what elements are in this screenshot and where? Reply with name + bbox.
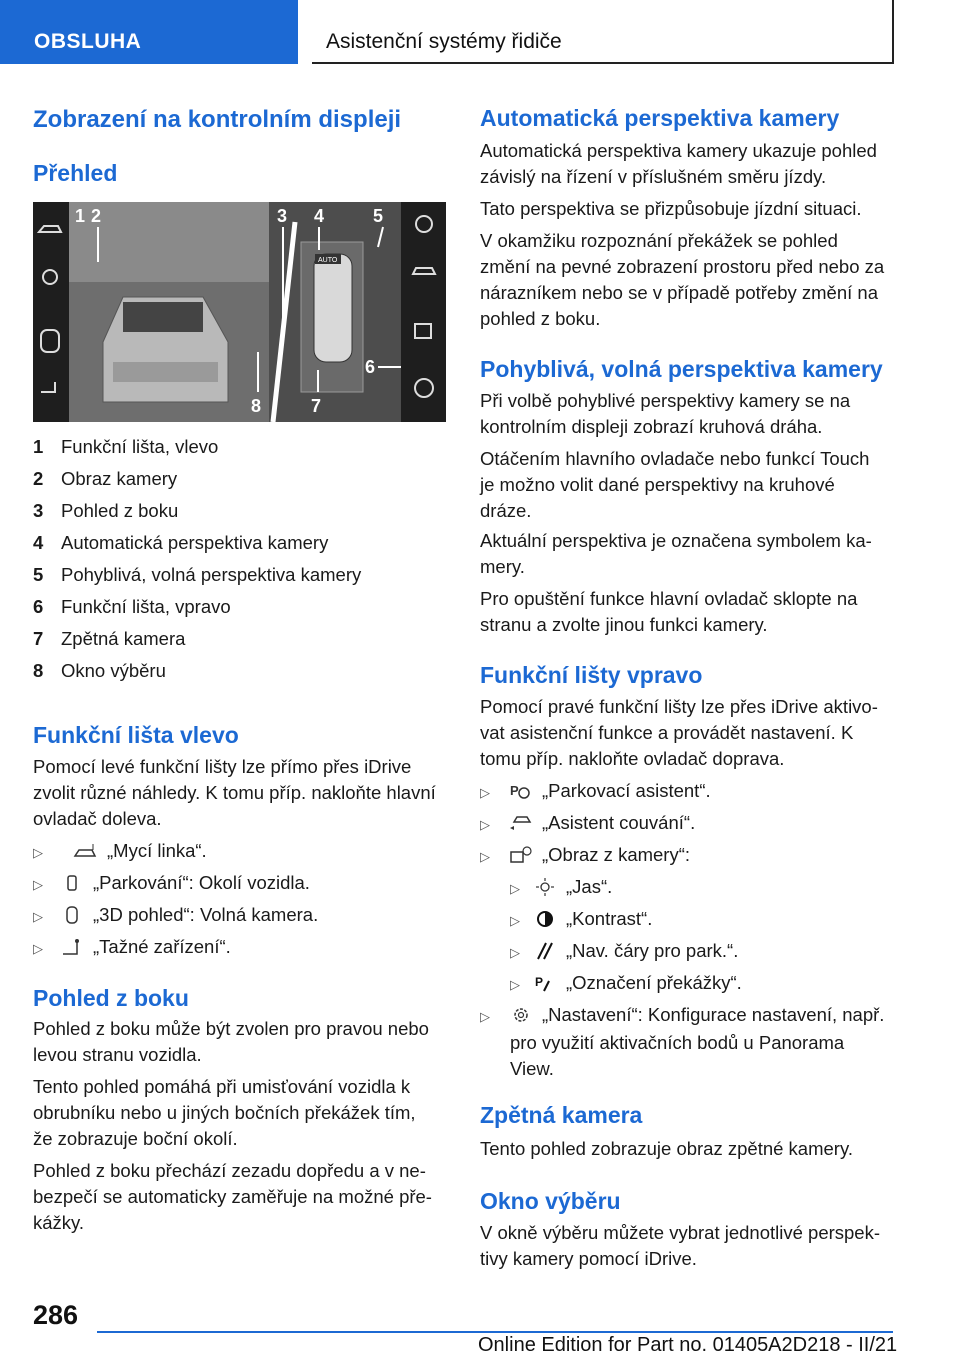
callout-2: 2: [91, 206, 102, 226]
list-item: ▷ „3D pohled“: Volná kamera.: [33, 904, 319, 925]
callout-7: 7: [311, 396, 322, 416]
auto-p2: Tato perspektiva se přizpůsobuje jízdní situaci.: [480, 198, 862, 219]
auto-badge: AUTO: [318, 257, 338, 264]
camera-display-figure: [33, 202, 446, 422]
callout-5: 5: [373, 206, 384, 226]
trailer-hitch-icon: [59, 938, 85, 956]
free-p3: Aktuální perspektiva je označena symbolem ka- mery.: [480, 530, 872, 577]
list-item: ▷ „Nav. čáry pro park.“.: [510, 940, 739, 961]
right-bar-text: Pomocí pravé funkční lišty lze přes iDrive aktivo- vat asistenční funkce a provádět nastavení. K tomu příp. nakloňte ovladač doprava.: [480, 696, 878, 769]
legend-item: 1 Funkční lišta, vlevo: [33, 436, 219, 457]
left-bar-text: Pomocí levé funkční lišty lze přímo přes iDrive zvolit různé náhledy. K tomu příp. nakloňte hlavní ovladač doleva.: [33, 756, 436, 829]
list-item: ▷ „Nastavení“: Konfigurace nastavení, např. pro využití aktivačních bodů u Panorama View.: [480, 1004, 885, 1079]
page-number: 286: [33, 1300, 79, 1330]
section-label: OBSLUHA: [34, 30, 142, 53]
car-wash-icon: [73, 842, 99, 860]
list-item: ▷ „Mycí linka“.: [33, 840, 207, 861]
list-item: ▷ „Tažné zařízení“.: [33, 936, 231, 957]
callout-3: 3: [277, 206, 288, 226]
list-item: ▷ „Kontrast“.: [510, 908, 653, 929]
rear-camera-text: Tento pohled zobrazuje obraz zpětné kamery.: [480, 1138, 853, 1159]
svg-text:P: P: [535, 975, 544, 989]
list-item: ▷ P „Parkovací asistent“.: [480, 780, 711, 801]
free-p4: Pro opuštění funkce hlavní ovladač sklopte na stranu a zvolte jinou funkci kamery.: [480, 588, 858, 635]
chapter-tab: [312, 0, 894, 64]
section-tab: [0, 0, 298, 64]
selection-window-heading: Okno výběru: [480, 1188, 621, 1214]
selection-window-text: V okně výběru můžete vybrat jednotlivé perspek- tivy kamery pomocí iDrive.: [480, 1222, 881, 1269]
callout-8: 8: [251, 396, 262, 416]
left-bar-heading: Funkční lišta vlevo: [33, 722, 239, 748]
brightness-icon: [532, 878, 558, 896]
list-item: ▷ „Jas“.: [510, 876, 613, 897]
callout-1: 1: [75, 206, 86, 226]
chapter-label: Asistenční systémy řidiče: [326, 30, 562, 53]
free-p1: Při volbě pohyblivé perspektivy kamery se na kontrolním displeji zobrazí kruhová dráha.: [480, 390, 851, 437]
side-view-p2: Tento pohled pomáhá při umisťování vozidla k obrubníku nebo u jiných bočních překážek tím, že zobrazuje boční okolí.: [33, 1076, 416, 1149]
edition-info: Online Edition for Part no. 01405A2D218 - II/21: [478, 1334, 898, 1356]
3d-view-icon: [59, 906, 85, 924]
list-item: ▷ „Obraz z kamery“:: [480, 844, 691, 865]
legend-item: 2 Obraz kamery: [33, 468, 178, 489]
settings-gear-icon: [508, 1006, 534, 1024]
auto-p3: V okamžiku rozpoznání překážek se pohled změní na pevné zobrazení prostoru před nebo za nárazníkem nebo se v případě potřeby změní na pohled z boku.: [480, 230, 885, 329]
page-title: Zobrazení na kontrolním displeji: [33, 106, 402, 133]
obstacle-marking-icon: [532, 974, 558, 992]
parking-assistant-icon: [508, 782, 534, 800]
legend-item: 8 Okno výběru: [33, 660, 166, 681]
list-item: ▷ „Parkování“: Okolí vozidla.: [33, 872, 310, 893]
side-view-heading: Pohled z boku: [33, 985, 189, 1011]
free-perspective-heading: Pohyblivá, volná perspektiva kamery: [480, 356, 883, 382]
camera-display-illustration: [33, 202, 446, 422]
camera-image-icon: [508, 846, 534, 864]
contrast-icon: [532, 910, 558, 928]
callout-6: 6: [365, 357, 376, 377]
reversing-assistant-icon: [508, 814, 534, 832]
list-item: ▷ „Asistent couvání“.: [480, 812, 696, 833]
free-p2: Otáčením hlavního ovladače nebo funkcí Touch je možno volit dané perspektivy na kruhové dráze.: [480, 448, 870, 521]
legend-item: 7 Zpětná kamera: [33, 628, 186, 649]
legend-item: 6 Funkční lišta, vpravo: [33, 596, 231, 617]
footer-rule: [97, 1331, 893, 1333]
side-view-p1: Pohled z boku může být zvolen pro pravou nebo levou stranu vozidla.: [33, 1018, 429, 1065]
right-bar-heading: Funkční lišty vpravo: [480, 662, 703, 688]
parking-lines-icon: [532, 942, 558, 960]
list-item: ▷ P „Označení překážky“.: [510, 972, 742, 993]
rear-camera-heading: Zpětná kamera: [480, 1102, 643, 1128]
auto-perspective-heading: Automatická perspektiva kamery: [480, 105, 840, 131]
legend-item: 3 Pohled z boku: [33, 500, 179, 521]
overview-heading: Přehled: [33, 160, 118, 186]
svg-text:P: P: [510, 783, 519, 798]
side-view-p3: Pohled z boku přechází zezadu dopředu a v ne- bezpečí se automaticky zaměřuje na možné pře- kážky.: [33, 1160, 432, 1233]
callout-4: 4: [314, 206, 325, 226]
parking-surround-icon: [59, 874, 85, 892]
auto-p1: Automatická perspektiva kamery ukazuje pohled závislý na řízení v příslušném směru jízdy.: [480, 140, 877, 187]
legend-item: 4 Automatická perspektiva kamery: [33, 532, 329, 553]
legend-item: 5 Pohyblivá, volná perspektiva kamery: [33, 564, 362, 585]
